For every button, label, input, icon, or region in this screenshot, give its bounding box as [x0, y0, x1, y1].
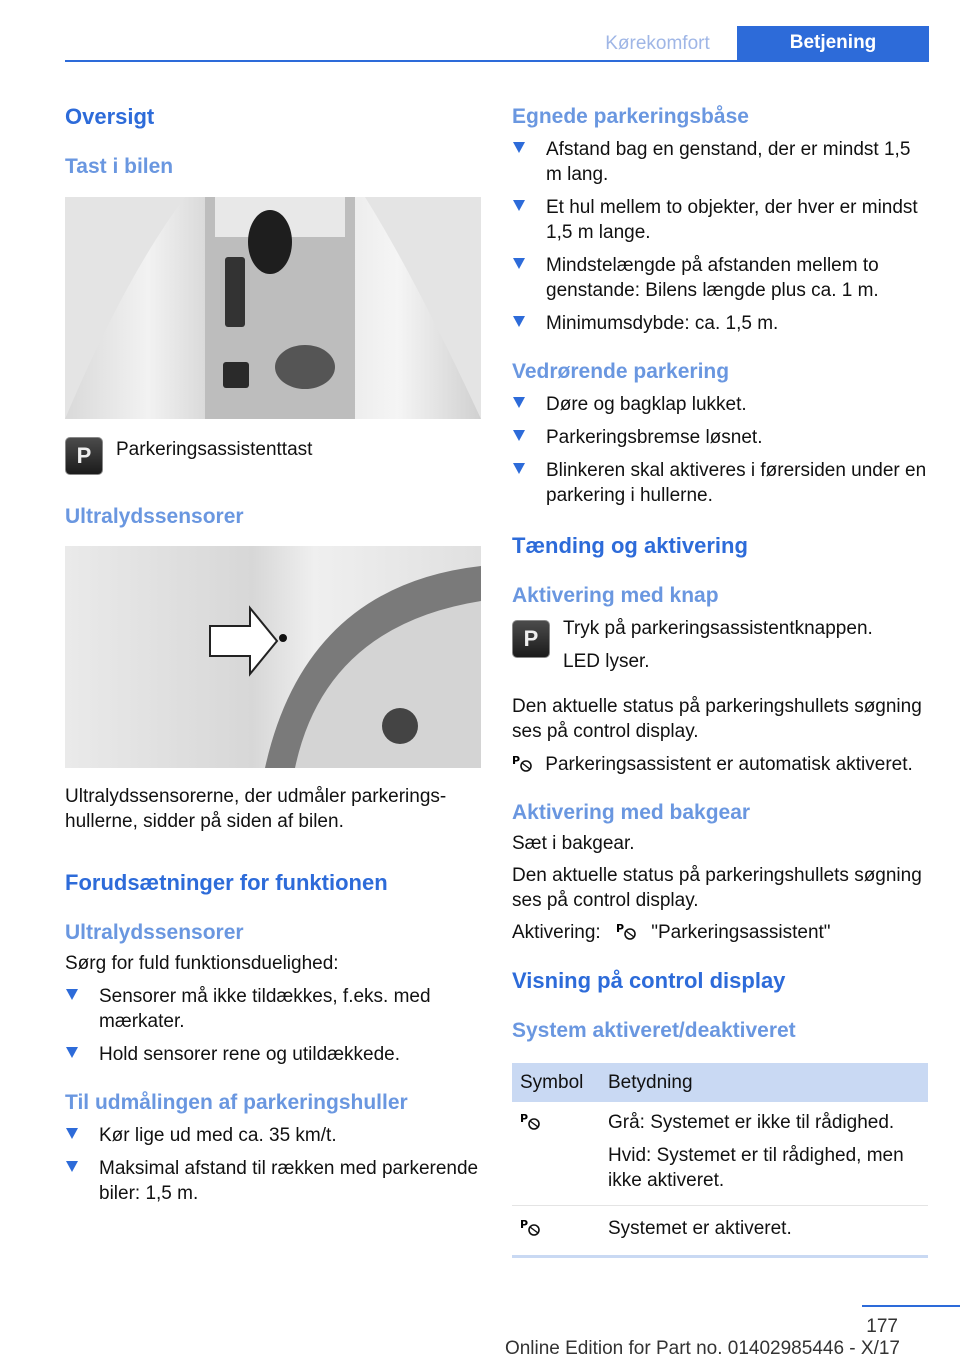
list-item: Parkeringsbremse løsnet.: [512, 425, 928, 450]
parking-assistant-symbol-icon: [520, 1217, 542, 1237]
list-item: Blinkeren skal aktiveres i førersiden under en parkering i hullerne.: [512, 458, 928, 508]
system-status-heading: System aktiveret/deaktiveret: [512, 1019, 796, 1042]
table-bottom-rule: [512, 1255, 928, 1258]
reverse-activation-heading: Aktivering med bakgear: [512, 801, 751, 824]
sensor-description: Ultralydssensorerne, der udmåler parkeringshullerne, sidder på siden af bilen.: [65, 786, 447, 832]
right-column: [512, 95, 928, 1258]
header-chapter-tab[interactable]: Betjening: [737, 26, 929, 62]
requirements-intro: Sørg for fuld funktionsduelighed:: [65, 953, 339, 974]
list-item: Kør lige ud med ca. 35 km/t.: [65, 1123, 481, 1148]
row2-meaning: Systemet er aktiveret.: [608, 1218, 792, 1239]
button-caption: Parkeringsassistenttast: [116, 439, 313, 460]
triangle-bullet-icon: [513, 430, 525, 441]
requirements-list: [65, 984, 481, 1067]
reverse-line1: Sæt i bakgear.: [512, 833, 635, 854]
list-item: Maksimal afstand til rækken med parkerende biler: 1,5 m.: [65, 1156, 481, 1206]
row1-meaning-line2: Hvid: Systemet er til rådighed, men ikke aktiveret.: [608, 1145, 904, 1191]
header-section[interactable]: Kørekomfort: [605, 33, 710, 54]
parking-list: [512, 392, 928, 508]
triangle-bullet-icon: [66, 1047, 78, 1058]
button-activation-line2: LED lyser.: [563, 651, 650, 672]
triangle-bullet-icon: [513, 142, 525, 153]
triangle-bullet-icon: [513, 463, 525, 474]
list-item: Hold sensorer rene og utildækkede.: [65, 1042, 481, 1067]
col-meaning-header: Betydning: [600, 1063, 928, 1102]
auto-activation-text: P Parkeringsassistent er automatisk aktiveret.: [512, 754, 913, 775]
parking-assistant-symbol-icon: [512, 753, 534, 773]
table-row: [512, 1206, 928, 1256]
ultrasonic-sensor-photo: [65, 546, 481, 768]
triangle-bullet-icon: [513, 397, 525, 408]
col-symbol-header: Symbol: [512, 1063, 600, 1102]
row1-meaning-line1: Grå: Systemet er ikke til rådighed.: [608, 1112, 895, 1133]
parking-assistant-button-icon: P: [65, 437, 103, 475]
svg-text:P: P: [512, 754, 521, 767]
measurement-list: [65, 1123, 481, 1206]
list-item: Mindstelængde på afstanden mellem to genstande: Bilens længde plus ca. 1 m.: [512, 253, 928, 303]
list-item: Minimumsdybde: ca. 1,5 m.: [512, 311, 928, 336]
svg-text:P: P: [520, 1218, 529, 1231]
triangle-bullet-icon: [66, 1161, 78, 1172]
list-item: Afstand bag en genstand, der er mindst 1,5 m lang.: [512, 137, 928, 187]
button-in-car-heading: Tast i bilen: [65, 155, 174, 178]
triangle-bullet-icon: [513, 258, 525, 269]
table-header: [512, 1063, 928, 1102]
button-activation-heading: Aktivering med knap: [512, 584, 719, 607]
parking-assistant-button-icon: P: [512, 620, 550, 658]
suitable-spots-heading: Egnede parkeringsbåse: [512, 105, 749, 128]
button-caption-row: [65, 437, 481, 475]
sensor-heading: Ultralydssensorer: [65, 505, 244, 528]
control-display-heading: Visning på control display: [512, 968, 786, 993]
button-activation-row: [512, 616, 928, 674]
requirements-heading: Forudsætninger for funktionen: [65, 870, 388, 895]
footer-rule: [862, 1305, 960, 1307]
measurement-heading: Til udmålingen af parkeringshuller: [65, 1091, 408, 1114]
parking-assistant-symbol-icon: [616, 921, 638, 941]
triangle-bullet-icon: [66, 1128, 78, 1139]
activation-path: Aktivering: P "Parkeringsassistent": [512, 922, 831, 943]
list-item: Et hul mellem to objekter, der hver er mindst 1,5 m lange.: [512, 195, 928, 245]
status-text: Den aktuelle status på parkeringshullets søgning ses på control display.: [512, 696, 922, 742]
list-item: Døre og bagklap lukket.: [512, 392, 928, 417]
triangle-bullet-icon: [513, 200, 525, 211]
triangle-bullet-icon: [513, 316, 525, 327]
center-console-photo: [65, 197, 481, 419]
edition-text: Online Edition for Part no. 01402985446 - X/17: [504, 1338, 900, 1359]
button-activation-line1: Tryk på parkeringsassistentknappen.: [563, 618, 873, 639]
suitable-spots-list: [512, 137, 928, 336]
ignition-heading: Tænding og aktivering: [512, 533, 748, 558]
svg-text:P: P: [615, 922, 625, 935]
parking-assistant-symbol-icon: [520, 1111, 542, 1131]
parking-heading: Vedrørende parkering: [512, 360, 730, 383]
overview-title: Oversigt: [65, 104, 155, 129]
list-item: Sensorer må ikke tildækkes, f.eks. med mærkater.: [65, 984, 481, 1034]
page-number: 177: [866, 1316, 898, 1337]
triangle-bullet-icon: [66, 989, 78, 1000]
reverse-line2: Den aktuelle status på parkeringshullets søgning ses på control display.: [512, 865, 922, 911]
requirements-sensor-heading: Ultralydssensorer: [65, 921, 244, 944]
table-row: [512, 1102, 928, 1206]
symbol-table: [512, 1063, 928, 1255]
left-column: [65, 95, 481, 1206]
svg-text:P: P: [520, 1112, 529, 1125]
